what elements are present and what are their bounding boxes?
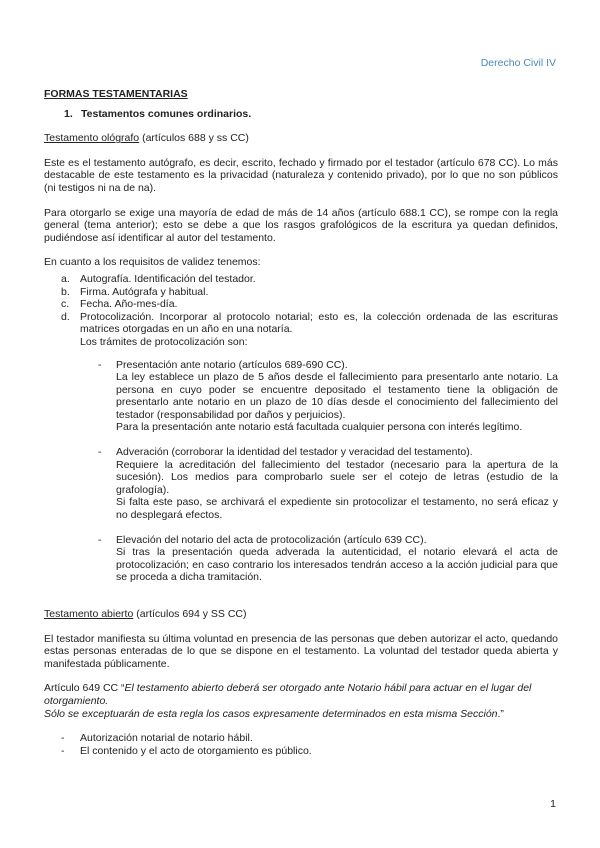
page-number: 1 xyxy=(550,798,556,810)
page-title: FORMAS TESTAMENTARIAS xyxy=(44,88,188,100)
course-header: Derecho Civil IV xyxy=(480,57,556,69)
list-item xyxy=(44,534,558,584)
quote-prefix: Artículo 649 CC “ xyxy=(44,682,125,695)
tramites-intro: Los trámites de protocolización son: xyxy=(80,335,248,348)
abierto-list xyxy=(44,732,558,757)
tramite-line: Si falta este paso, se archivará el expediente sin protocolizar el testamento, no será eficaz y no desplegará efectos. xyxy=(116,496,558,522)
tramite-body xyxy=(116,446,558,522)
requisitos-list xyxy=(44,273,558,336)
document-content xyxy=(44,88,558,757)
dash-bullet: - xyxy=(61,732,65,745)
list-item-text: Autografía. Identificación del testador. xyxy=(80,272,256,285)
list-item xyxy=(44,745,558,758)
tramite-title: Presentación ante notario (artículos 689-690 CC). xyxy=(116,358,348,371)
tramites-list xyxy=(44,359,558,585)
list-item-text: El contenido y el acto de otorgamiento es público. xyxy=(80,744,312,757)
article-quote xyxy=(44,682,558,720)
list-item-text: Protocolización. Incorporar al protocolo notarial; esto es, la colección ordenada de las escrituras matrices otorgadas en un año en una notaría. xyxy=(80,310,558,336)
list-item xyxy=(44,273,558,286)
quote-line-2: Sólo se exceptuarán de esta regla los casos expresamente determinados en esta misma Sección xyxy=(44,707,498,720)
quote-suffix: .” xyxy=(497,707,504,720)
olografo-heading-articles: (artículos 688 y ss CC) xyxy=(139,132,249,145)
list-marker: b. xyxy=(61,285,70,298)
list-item-text: Firma. Autógrafa y habitual. xyxy=(80,285,209,298)
olografo-paragraph-2: Para otorgarlo se exige una mayoría de edad de más de 14 años (artículo 688.1 CC), se rompe con la regla general (tema anterior); esto se debe a que los rasgos grafológicos de la escritura ya quedan definidos, pudiéndose así identificar al autor del testamento. xyxy=(44,206,558,244)
list-item-text: Fecha. Año-mes-día. xyxy=(80,298,178,311)
abierto-heading-underlined: Testamento abierto xyxy=(44,608,134,620)
section-number: 1. xyxy=(64,107,73,120)
quote-line-1: El testamento abierto deberá ser otorgado ante Notario hábil para actuar en el lugar del otorgamiento. xyxy=(44,682,532,707)
section-heading xyxy=(64,108,558,121)
list-item-text: Autorización notarial de notario hábil. xyxy=(80,732,253,745)
dash-bullet: - xyxy=(61,744,65,757)
abierto-paragraph-1: El testador manifiesta su última voluntad en presencia de las personas que deben autorizar el acto, quedando estas personas enteradas de lo que se dispone en el testamento. La voluntad del testador queda abierta y manifestada públicamente. xyxy=(44,632,558,670)
abierto-heading-articles: (artículos 694 y SS CC) xyxy=(133,608,247,620)
olografo-paragraph-3: En cuanto a los requisitos de validez tenemos: xyxy=(44,256,261,269)
list-item xyxy=(44,311,558,336)
dash-bullet: - xyxy=(98,446,102,459)
dash-bullet: - xyxy=(98,358,102,371)
tramite-line: La ley establece un plazo de 5 años desde el fallecimiento para presentarlo ante notario. La persona en cuyo poder se encuentre depositado el testamento tiene la obligación de presentarlo ante notario en un plazo de 10 días desde el conocimiento del fallecimiento del testador (responsabilidad por daños y perjuicios). xyxy=(116,371,558,421)
list-marker: c. xyxy=(61,298,70,311)
olografo-heading-underlined: Testamento ológrafo xyxy=(44,132,140,145)
list-marker: d. xyxy=(61,310,70,323)
abierto-heading xyxy=(44,608,558,621)
tramite-line: Requiere la acreditación del fallecimiento del testador (necesario para la apertura de la sucesión). Los medios para comprobarlo suele ser el cotejo de letras (estudio de la grafología). xyxy=(116,458,558,496)
list-item xyxy=(44,359,558,435)
list-item xyxy=(44,732,558,745)
tramite-title: Adveración (corroborar la identidad del testador y veracidad del testamento). xyxy=(116,446,473,459)
tramite-title: Elevación del notario del acta de protocolización (artículo 639 CC). xyxy=(116,533,427,546)
list-item xyxy=(44,286,558,299)
olografo-paragraph-1: Este es el testamento autógrafo, es decir, escrito, fechado y firmado por el testador (artículo 678 CC). Lo más destacable de este testamento es la privacidad (naturaleza y contenido privado), por lo que no son públicos (ni testigos ni na de na). xyxy=(44,156,558,194)
list-item xyxy=(44,446,558,522)
section-title: Testamentos comunes ordinarios. xyxy=(81,107,252,120)
tramite-body xyxy=(116,534,558,584)
list-marker: a. xyxy=(61,272,70,285)
olografo-heading xyxy=(44,132,558,145)
dash-bullet: - xyxy=(98,533,102,546)
tramite-line: Para la presentación ante notario está facultada cualquier persona con interés legítimo. xyxy=(116,421,523,434)
tramite-body xyxy=(116,359,558,435)
list-item xyxy=(44,298,558,311)
tramite-line: Si tras la presentación queda adverada la autenticidad, el notario elevará el acta de protocolización; en caso contrario los interesados tendrán acceso a la acción judicial para que se proceda a dicha tramitación. xyxy=(116,546,558,584)
